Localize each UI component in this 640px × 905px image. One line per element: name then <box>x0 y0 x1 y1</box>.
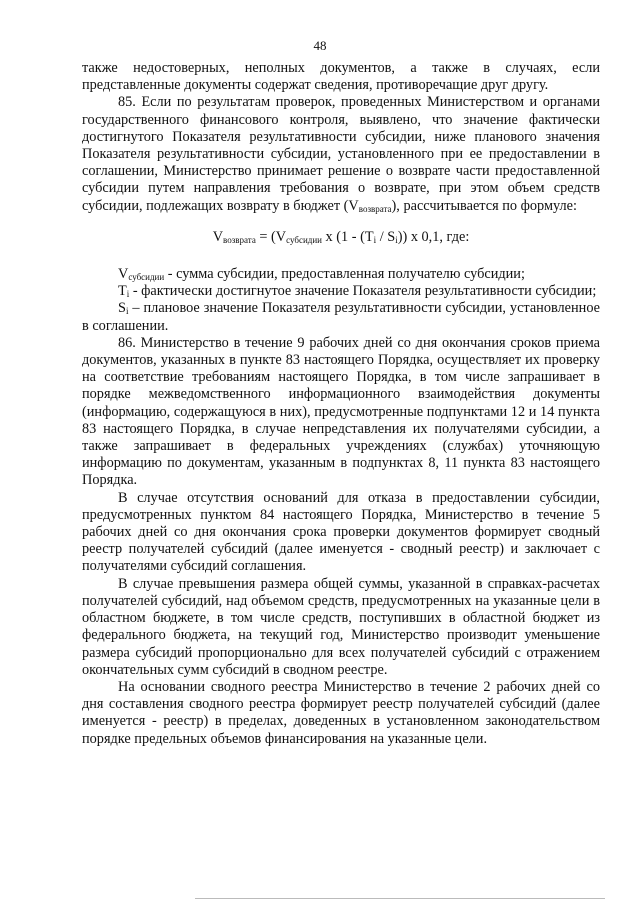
def2-sub: i <box>126 289 130 300</box>
formula-mid: x (1 - (T <box>321 228 374 245</box>
def1-sub: субсидии <box>128 272 165 283</box>
paragraph-85-var-sub: возврата <box>358 203 392 214</box>
page-number: 48 <box>313 38 327 53</box>
def3-text: – плановое значение Показателя результативности субсидии, установленное в соглашении. <box>82 300 600 334</box>
formula-sub-si: i <box>395 234 398 245</box>
formula-sub-subsidy: субсидии <box>286 234 322 245</box>
paragraph-86: 86. Министерство в течение 9 рабочих дней со дня окончания сроков приема документов, указанных в пункте 83 настоящего Порядка, осуществляет их проверку на соответствие требованиям настоящего Порядка, в том числе запрашивает в порядке межведомственного информационного взаимодействия документы (информацию, содержащуюся в них), предусмотренные подпунктами 12 и 14 пункта 83 настоящего Порядка, в случае непредставления их получателями субсидии, а также запрашивает в федеральных учреждениях (службах) уточняющую информацию по документам, указанным в подпунктах 8, 11 пункта 83 настоящего Порядка. <box>82 334 600 489</box>
definition-si <box>82 300 600 334</box>
formula-sub-ti: i <box>373 234 377 245</box>
def1-symbol: V <box>118 266 129 283</box>
definition-v-subsidy <box>82 266 600 283</box>
paragraph-85-var-open: (V <box>343 197 359 214</box>
paragraph-85-text: 85. Если по результатам проверок, проведенных Министерством и органами государственного финансового контроля, выявлено, что значение фактически достигнутого Показателя результативности субсидии, ниже планового значения Показателя результативности субсидии, установленного при ее предоставлении в соглашении, Министерство принимает решение о возврате части предоставленной субсидии путем направления требования о возврате, при этом объем средств субсидии, подлежащих возврату в бюджет <box>82 94 600 214</box>
def3-sub: i <box>125 306 129 317</box>
formula-lhs: V <box>212 228 224 245</box>
paragraph-85 <box>82 94 600 214</box>
paragraph-absence: В случае отсутствия оснований для отказа в предоставлении субсидии, предусмотренных пунктом 84 настоящего Порядка, Министерство в течение 5 рабочих дней со дня окончания срока проверки документов формирует сводный реестр получателей субсидий (далее именуется - сводный реестр) и заключает с получателями субсидий соглашения. <box>82 489 600 575</box>
def2-symbol: T <box>118 283 127 300</box>
document-body <box>82 60 600 748</box>
paragraph-basis: На основании сводного реестра Министерство в течение 2 рабочих дней со дня составления сводного реестра формирует реестр получателей субсидий (далее именуется - реестр) в пределах, доведенных в установленном законодательством порядке предельных объемов финансирования на указанные цели. <box>82 678 600 747</box>
definition-ti <box>82 283 600 300</box>
formula-end: )) x 0,1, где: <box>397 228 470 245</box>
def2-text: - фактически достигнутое значение Показателя результативности субсидии; <box>129 283 597 300</box>
paragraph-excess: В случае превышения размера общей суммы, указанной в справках-расчетах получателей субсидий, над объемом средств, предусмотренных на указанные цели в областном бюджете, в том числе средств, поступивших в областной бюджет из федерального бюджета, на текущий год, Министерство производит уменьшение размера субсидий пропорционально для всех получателей субсидий с отражением окончательных сумм субсидий в сводном реестре. <box>82 575 600 678</box>
paragraph-continuation: также недостоверных, неполных документов, а также в случаях, если представленные документы содержат сведения, противоречащие друг другу. <box>82 60 600 94</box>
formula-slash: / S <box>376 228 396 245</box>
formula-eq: = (V <box>255 228 287 245</box>
formula <box>82 229 600 246</box>
footer-scan-line <box>195 898 605 899</box>
formula-lhs-sub: возврата <box>223 234 256 245</box>
paragraph-85-var-close: ), рассчитывается по формуле: <box>391 197 577 214</box>
def1-text: - сумма субсидии, предоставленная получателю субсидии; <box>164 266 525 283</box>
def3-symbol: S <box>118 300 126 317</box>
